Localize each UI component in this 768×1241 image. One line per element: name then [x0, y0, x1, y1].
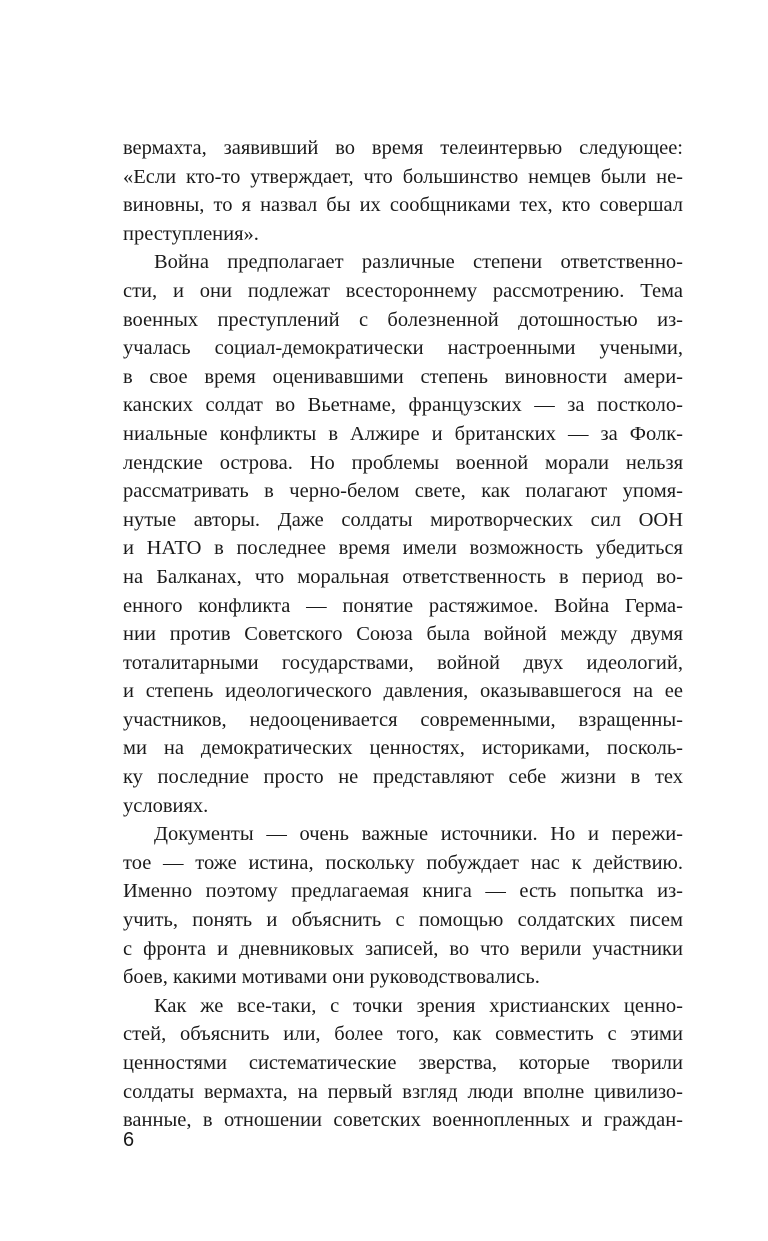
text-line: и степень идеологического давления, оказывавшегося на ее [123, 680, 683, 703]
text-line: ниальные конфликты в Алжире и британских — за Фолк- [123, 422, 683, 445]
text-line: участников, недооценивается современными, взращенны- [123, 708, 683, 731]
paragraph [123, 134, 683, 248]
text-line: вермахта, заявивший во время телеинтервью следующее: [123, 137, 683, 159]
text-line: Именно поэтому предлагаемая книга — есть попытка из- [123, 880, 683, 903]
text-line: Как же все-таки, с точки зрения христианских ценно- [154, 994, 683, 1017]
text-line: и НАТО в последнее время имели возможность убедиться [123, 537, 683, 560]
text-line: учить, понять и объяснить с помощью солдатских писем [123, 909, 683, 932]
text-line: ми на демократических ценностях, историками, посколь- [123, 737, 683, 760]
text-line: тое — тоже истина, поскольку побуждает нас к действию. [123, 851, 683, 874]
paragraph [123, 248, 683, 820]
text-line: рассматривать в черно-белом свете, как полагают упомя- [123, 480, 683, 503]
text-line: нии против Советского Союза была войной между двумя [123, 623, 683, 646]
text-line: Война предполагает различные степени ответственно- [154, 251, 683, 274]
text-line: учалась социал-демократически настроенными учеными, [123, 337, 683, 360]
text-line: стей, объяснить или, более того, как совместить с этими [123, 1023, 683, 1046]
text-line: ценностями систематические зверства, которые творили [123, 1052, 683, 1074]
body-text [123, 134, 683, 1135]
text-line: виновны, то я назвал бы их сообщниками тех, кто совершал [123, 194, 683, 217]
text-line: условиях. [123, 794, 209, 817]
text-line: боев, какими мотивами они руководствовались. [123, 966, 540, 989]
text-line: лендские острова. Но проблемы военной морали нельзя [123, 451, 683, 474]
text-line: военных преступлений с болезненной дотошностью из- [123, 308, 683, 331]
text-line: «Если кто-то утверждает, что большинство немцев были не- [123, 165, 683, 188]
text-line: преступления». [123, 222, 259, 245]
paragraph [123, 820, 683, 992]
text-line: канских солдат во Вьетнаме, французских — за постколо- [123, 394, 683, 417]
text-line: с фронта и дневниковых записей, во что верили участники [123, 937, 683, 960]
text-line: тоталитарными государствами, войной двух идеологий, [123, 651, 683, 674]
text-line: на Балканах, что моральная ответственность в период во- [123, 565, 683, 588]
text-line: Документы — очень важные источники. Но и пережи- [154, 823, 683, 846]
text-line: енного конфликта — понятие растяжимое. Война Герма- [123, 594, 683, 617]
paragraph [123, 992, 683, 1135]
text-line: в свое время оценивавшими степень виновности амери- [123, 365, 683, 388]
text-line: ванные, в отношении советских военнопленных и граждан- [123, 1109, 683, 1132]
page-number: 6 [123, 1129, 135, 1151]
text-line: нутые авторы. Даже солдаты миротворческих сил ООН [123, 508, 683, 531]
text-line: солдаты вермахта, на первый взгляд люди вполне цивилизо- [123, 1080, 683, 1103]
text-line: ку последние просто не представляют себе жизни в тех [123, 766, 683, 789]
text-line: сти, и они подлежат всестороннему рассмотрению. Тема [123, 279, 683, 302]
